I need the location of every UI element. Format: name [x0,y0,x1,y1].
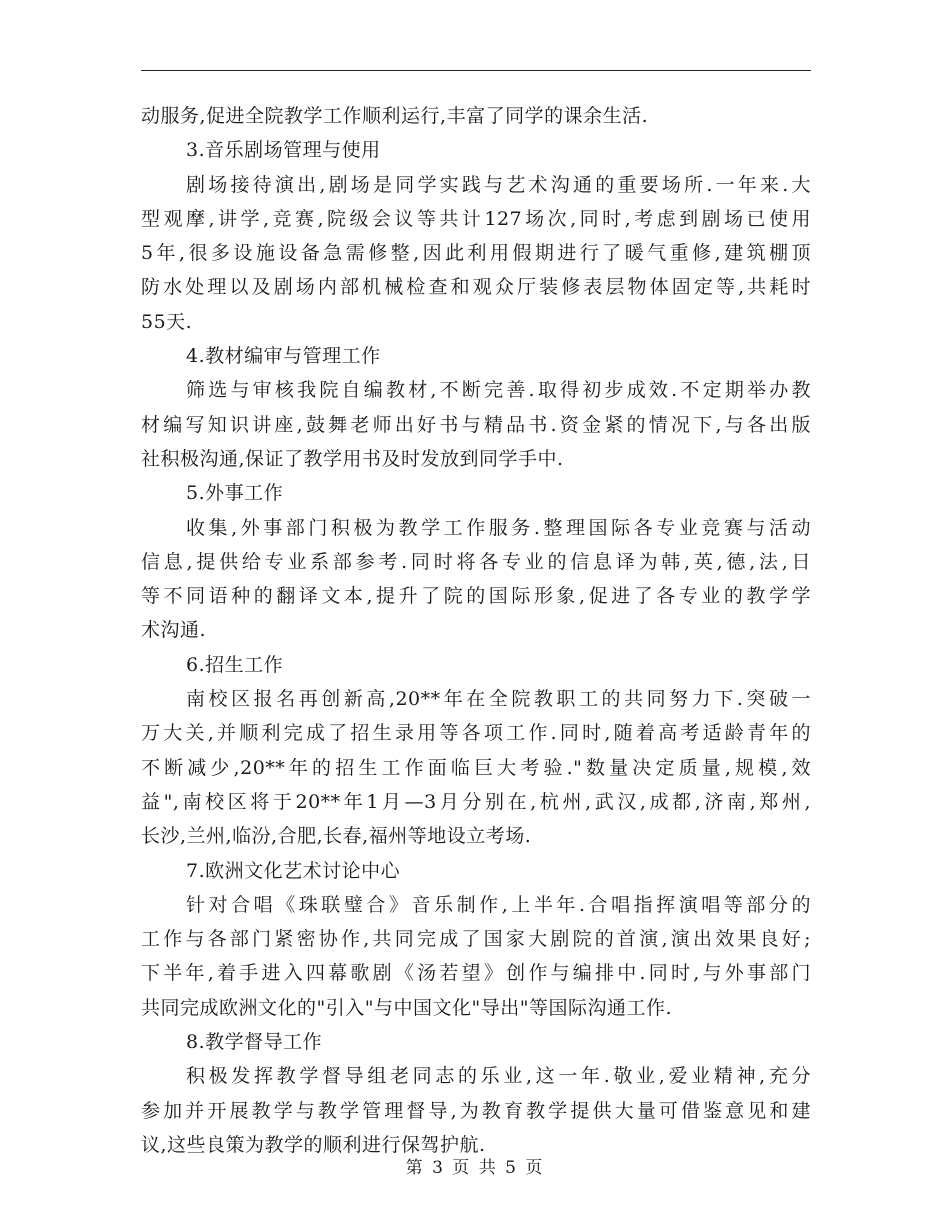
text-line: 5.外事工作 [186,482,284,505]
section-heading [141,339,811,373]
paragraph [141,168,811,339]
text-line: 术沟通. [141,619,207,642]
text-line: 下半年,着手进入四幕歌剧《汤若望》创作与编排中.同时,与外事部门 [141,962,811,985]
text-line: 动服务,促进全院教学工作顺利运行,丰富了同学的课余生活. [141,105,649,127]
text-line: 6.招生工作 [186,653,284,676]
text-line: 55天. [141,310,193,333]
section-heading [141,648,811,682]
section-heading [141,476,811,510]
document-body [141,99,811,1162]
paragraph [141,511,811,648]
text-line: 长沙,兰州,临汾,合肥,长春,福州等地设立考场. [141,825,532,848]
paragraph [141,888,811,1025]
text-line: 针对合唱《珠联璧合》音乐制作,上半年.合唱指挥演唱等部分的 [186,893,811,916]
text-line: 工作与各部门紧密协作,共同完成了国家大剧院的首演,演出效果良好; [141,928,811,951]
paragraph [141,99,811,133]
text-line: 5年,很多设施设备急需修整,因此利用假期进行了暖气重修,建筑棚顶 [141,242,811,265]
page-footer: 第 3 页 共 5 页 [405,1158,545,1178]
section-heading [141,133,811,167]
text-line: 益",南校区将于20**年1月—3月分别在,杭州,武汉,成都,济南,郑州, [141,790,811,813]
paragraph [141,1059,811,1162]
text-line: 信息,提供给专业系部参考.同时将各专业的信息译为韩,英,德,法,日 [141,550,811,573]
text-line: 筛选与审核我院自编教材,不断完善.取得初步成效.不定期举办教 [186,379,811,402]
text-line: 防水处理以及剧场内部机械检查和观众厅装修表层物体固定等,共耗时 [141,276,811,299]
text-line: 议,这些良策为教学的顺利进行保驾护航. [141,1133,486,1156]
text-line: 7.欧洲文化艺术讨论中心 [186,859,401,882]
text-line: 4.教材编审与管理工作 [186,345,381,368]
text-line: 3.音乐剧场管理与使用 [186,139,381,162]
text-line: 参加并开展教学与教学管理督导,为教育教学提供大量可借鉴意见和建 [141,1099,811,1122]
text-line: 材编写知识讲座,鼓舞老师出好书与精品书.资金紧的情况下,与各出版 [141,413,811,436]
text-line: 南校区报名再创新高,20**年在全院教职工的共同努力下.突破一 [186,688,811,711]
text-line: 共同完成欧洲文化的"引入"与中国文化"导出"等国际沟通工作. [141,996,672,1019]
section-heading [141,854,811,888]
text-line: 不断减少,20**年的招生工作面临巨大考验."数量决定质量,规模,效 [141,756,811,779]
text-line: 8.教学督导工作 [186,1031,323,1054]
text-line: 型观摩,讲学,竞赛,院级会议等共计127场次,同时,考虑到剧场已使用 [141,207,811,230]
text-line: 收集,外事部门积极为教学工作服务.整理国际各专业竞赛与活动 [186,516,811,539]
paragraph [141,373,811,476]
section-heading [141,1025,811,1059]
text-line: 等不同语种的翻译文本,提升了院的国际形象,促进了各专业的教学学 [141,585,811,608]
text-line: 积极发挥教学督导组老同志的乐业,这一年.敬业,爱业精神,充分 [186,1065,811,1088]
paragraph [141,682,811,853]
text-line: 剧场接待演出,剧场是同学实践与艺术沟通的重要场所.一年来.大 [186,173,811,196]
header-rule [141,70,811,71]
text-line: 万大关,并顺利完成了招生录用等各项工作.同时,随着高考适龄青年的 [141,722,811,745]
text-line: 社积极沟通,保证了教学用书及时发放到同学手中. [141,447,564,470]
